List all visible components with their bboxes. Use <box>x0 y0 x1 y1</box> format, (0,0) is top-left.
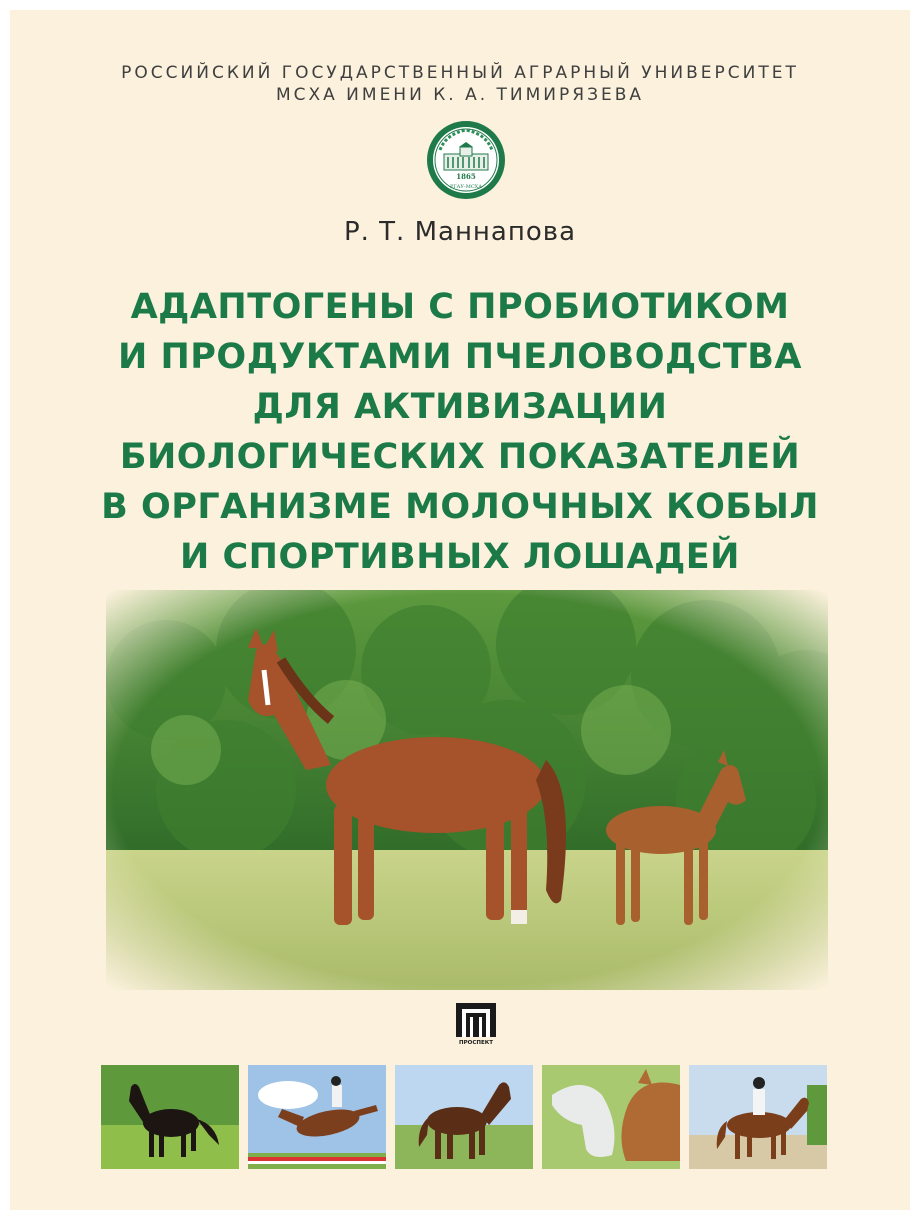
mare-and-foal-photo-icon <box>106 590 828 990</box>
book-title <box>50 282 870 582</box>
title-line: АДАПТОГЕНЫ С ПРОБИОТИКОМ <box>130 287 790 327</box>
svg-text:1865: 1865 <box>456 172 476 181</box>
title-line: В ОРГАНИЗМЕ МОЛОЧНЫХ КОБЫЛ <box>101 487 819 527</box>
university-emblem-icon <box>426 120 506 200</box>
dressage-rider-photo-icon <box>689 1065 827 1169</box>
university-name-line1: РОССИЙСКИЙ ГОСУДАРСТВЕННЫЙ АГРАРНЫЙ УНИВЕРСИТЕТ <box>121 63 799 83</box>
svg-text:РГАУ-МСХА: РГАУ-МСХА <box>449 184 483 190</box>
black-horse-photo-icon <box>101 1065 239 1169</box>
title-line: И ПРОДУКТАМИ ПЧЕЛОВОДСТВА <box>118 337 802 377</box>
prospekt-logo-icon <box>456 1003 496 1045</box>
university-name-line2: МСХА ИМЕНИ К. А. ТИМИРЯЗЕВА <box>275 85 645 105</box>
bay-horse-photo-icon <box>395 1065 533 1169</box>
title-line: ДЛЯ АКТИВИЗАЦИИ <box>252 387 668 427</box>
two-horse-heads-photo-icon <box>542 1065 680 1169</box>
svg-text:ПРОСПЕКТ: ПРОСПЕКТ <box>459 1040 493 1045</box>
title-line: И СПОРТИВНЫХ ЛОШАДЕЙ <box>180 537 740 577</box>
book-cover <box>10 10 910 1210</box>
author-name: Р. Т. Маннапова <box>343 217 577 247</box>
title-line: БИОЛОГИЧЕСКИХ ПОКАЗАТЕЛЕЙ <box>119 437 801 477</box>
show-jumping-photo-icon <box>248 1065 386 1169</box>
